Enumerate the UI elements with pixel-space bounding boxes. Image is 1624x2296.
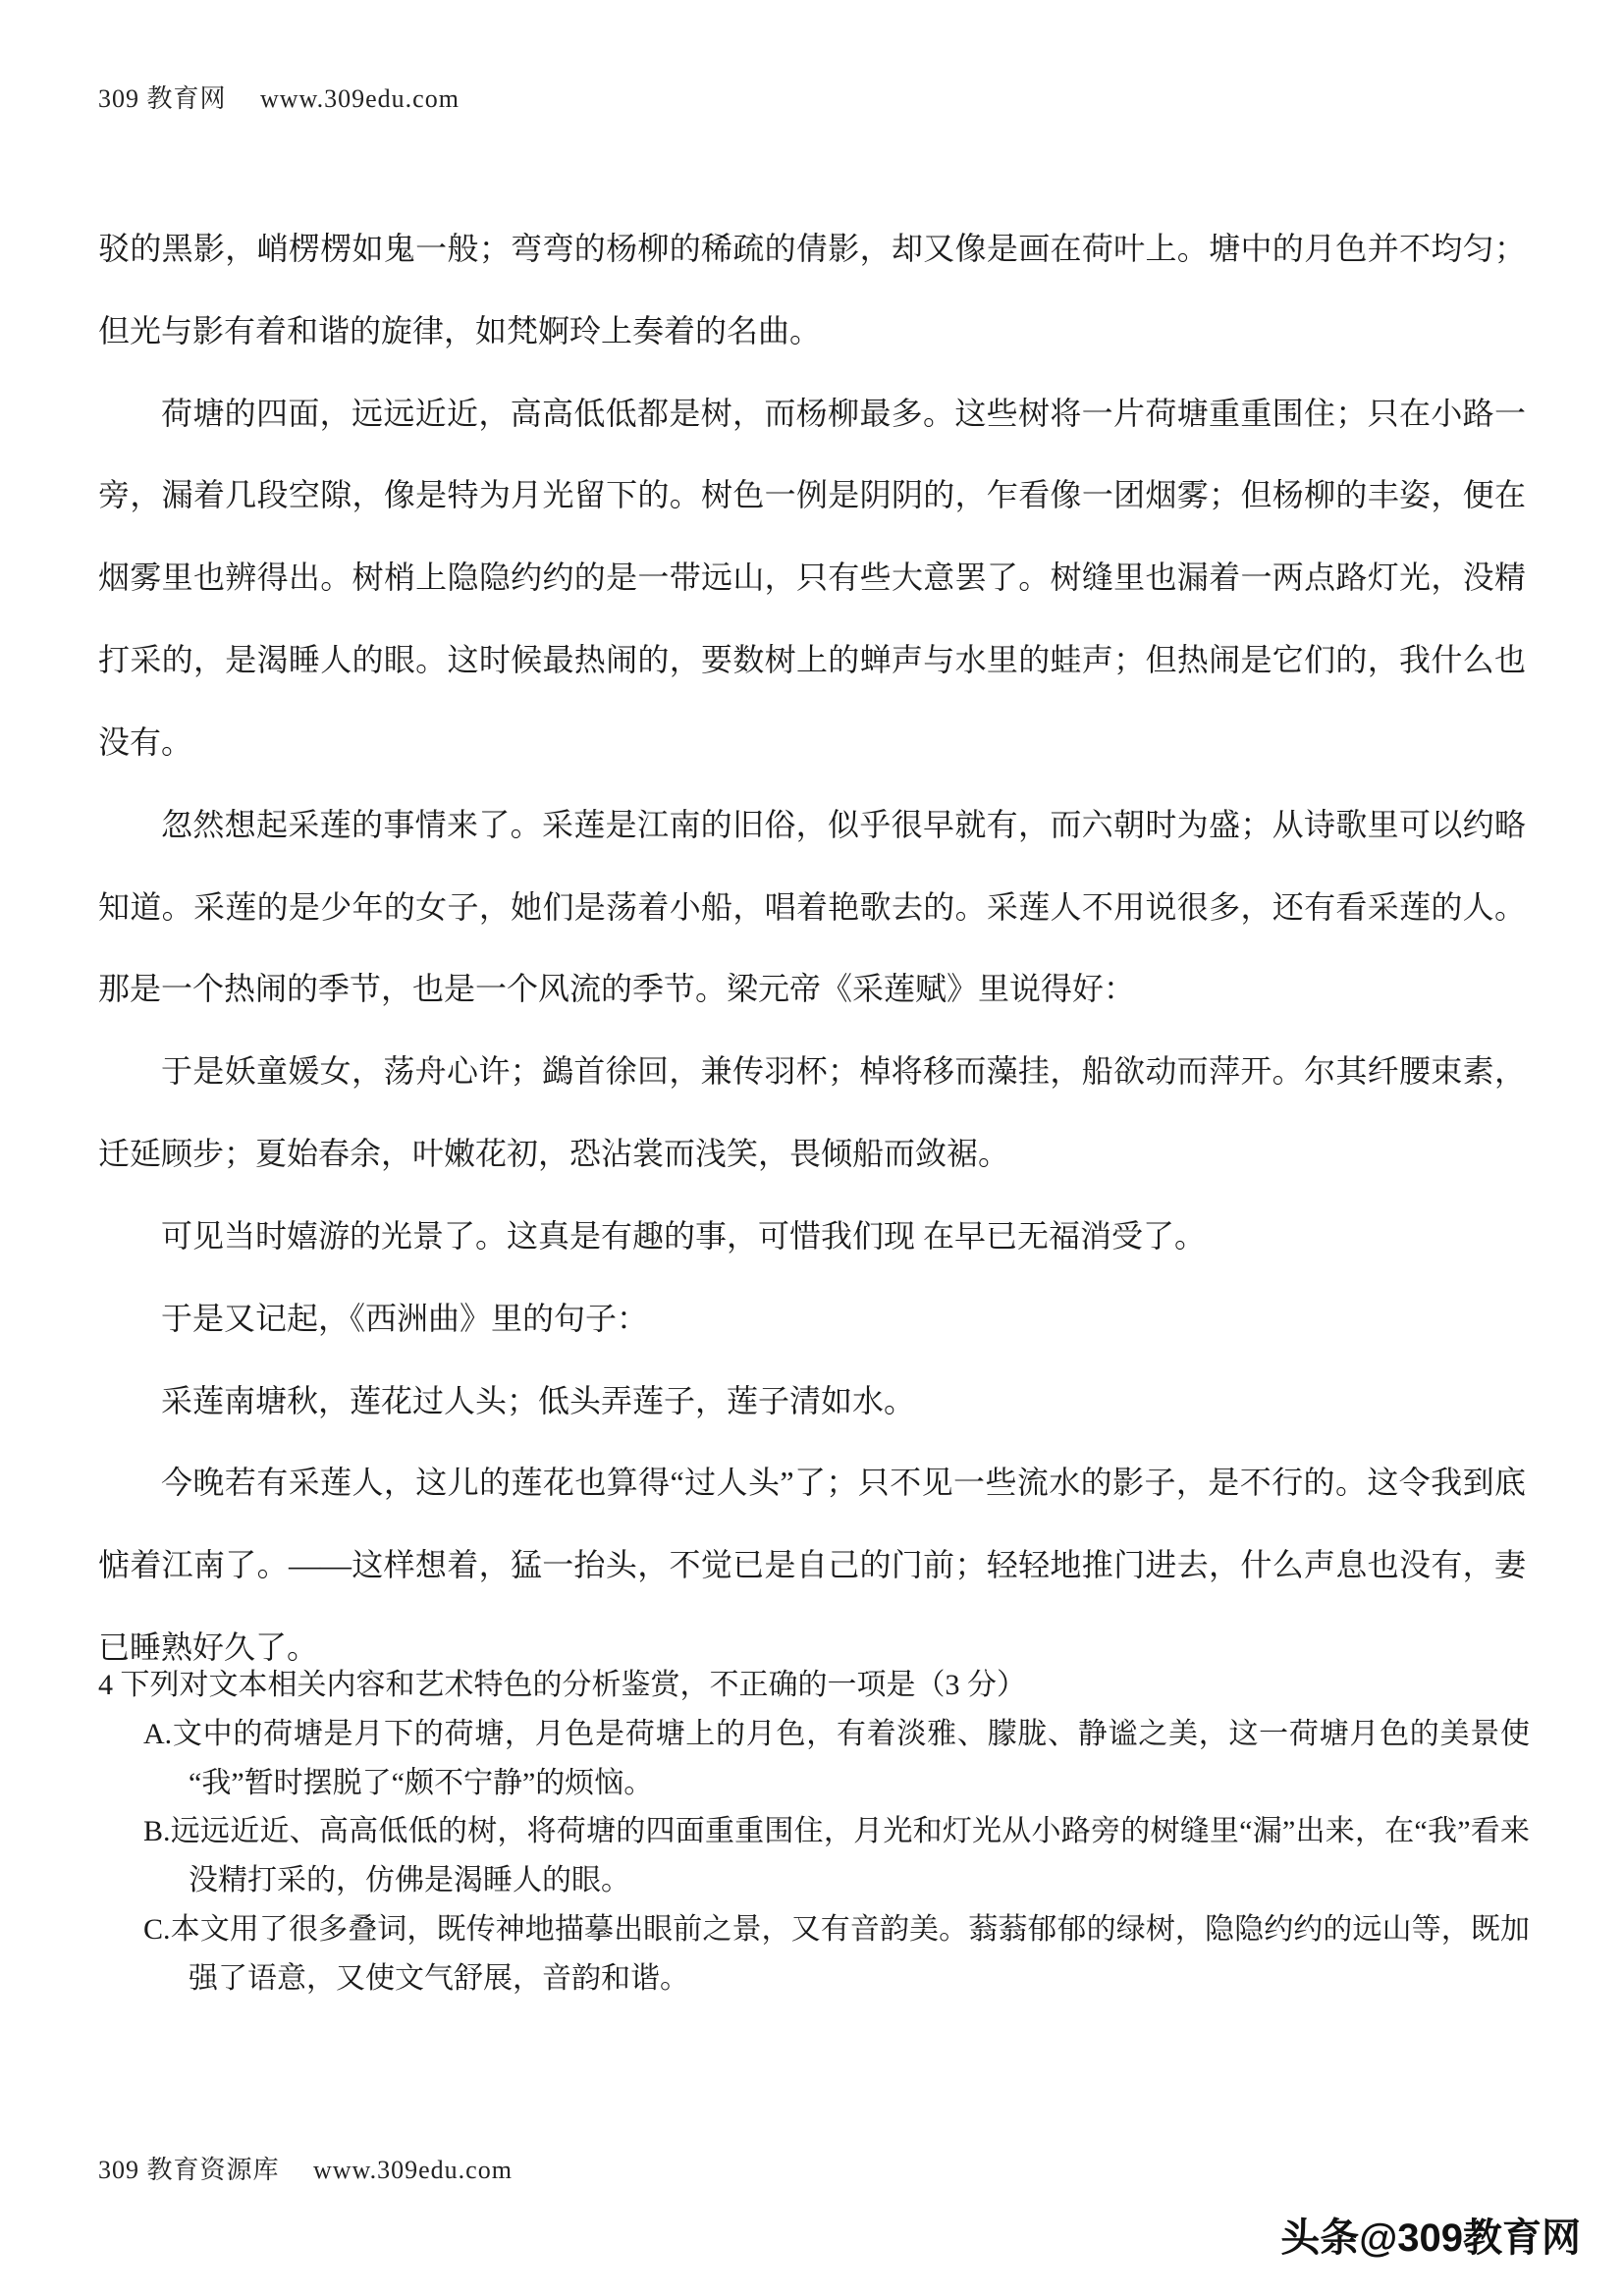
watermark: 头条@309教育网 (1280, 2216, 1581, 2260)
page-footer: 309 教育资源库 www.309edu.com (98, 2156, 513, 2184)
essay-paragraph: 今晚若有采莲人，这儿的莲花也算得“过人头”了；只不见一些流水的影子，是不行的。这令我到底惦着江南了。——这样想着，猛一抬头，不觉已是自己的门前；轻轻地推门进去，什么声息也没有，妻已睡熟好久了。 (98, 1465, 1526, 1666)
question-option-a: A.文中的荷塘是月下的荷塘，月色是荷塘上的月色，有着淡雅、朦胧、静谧之美，这一荷塘月色的美景使“我”暂时摆脱了“颇不宁静”的烦恼。 (143, 1717, 1530, 1799)
essay-paragraph: 忽然想起采莲的事情来了。采莲是江南的旧俗，似乎很早就有，而六朝时为盛；从诗歌里可以约略知道。采莲的是少年的女子，她们是荡着小船，唱着艳歌去的。采莲人不用说很多，还有看采莲的人。那是一个热闹的季节，也是一个风流的季节。梁元帝《采莲赋》里说得好： (98, 806, 1526, 1007)
question-option-c: C.本文用了很多叠词，既传神地描摹出眼前之景，又有音韵美。蓊蓊郁郁的绿树，隐隐约约的远山等，既加强了语意，又使文气舒展，音韵和谐。 (143, 1912, 1530, 1995)
essay-paragraph: 荷塘的四面，远远近近，高高低低都是树，而杨柳最多。这些树将一片荷塘重重围住；只在小路一旁，漏着几段空隙，像是特为月光留下的。树色一例是阴阴的，乍看像一团烟雾；但杨柳的丰姿，便在烟雾里也辨得出。树梢上隐隐约约的是一带远山，只有些大意罢了。树缝里也漏着一两点路灯光，没精打采的，是渴睡人的眼。这时候最热闹的，要数树上的蝉声与水里的蛙声；但热闹是它们的，我什么也没有。 (98, 395, 1526, 760)
essay-body (98, 208, 1526, 1689)
essay-paragraph-verse: 采莲南塘秋，莲花过人头；低头弄莲子，莲子清如水。 (161, 1382, 916, 1418)
essay-paragraph-continuation: 驳的黑影，峭楞楞如鬼一般；弯弯的杨柳的稀疏的倩影，却又像是画在荷叶上。塘中的月色并不均匀；但光与影有着和谐的旋律，如梵婀玲上奏着的名曲。 (98, 231, 1526, 348)
question-option-b: B.远远近近、高高低低的树，将荷塘的四面重重围住，月光和灯光从小路旁的树缝里“漏”出来，在“我”看来没精打采的，仿佛是渴睡人的眼。 (143, 1815, 1530, 1897)
question-stem: 4 下列对文本相关内容和艺术特色的分析鉴赏，不正确的一项是（3 分） (98, 1669, 1026, 1701)
essay-paragraph: 可见当时嬉游的光景了。这真是有趣的事，可惜我们现 在早已无福消受了。 (161, 1217, 1207, 1254)
essay-paragraph-quote: 于是妖童媛女，荡舟心许；鷁首徐回，兼传羽杯；棹将移而藻挂，船欲动而萍开。尔其纤腰束素，迁延顾步；夏始春余，叶嫩花初，恐沾裳而浅笑，畏倾船而敛裾。 (98, 1053, 1526, 1172)
page-header: 309 教育网 www.309edu.com (98, 84, 460, 113)
question-block (98, 1661, 1530, 2003)
essay-paragraph: 于是又记起，《西洲曲》里的句子： (161, 1300, 649, 1336)
